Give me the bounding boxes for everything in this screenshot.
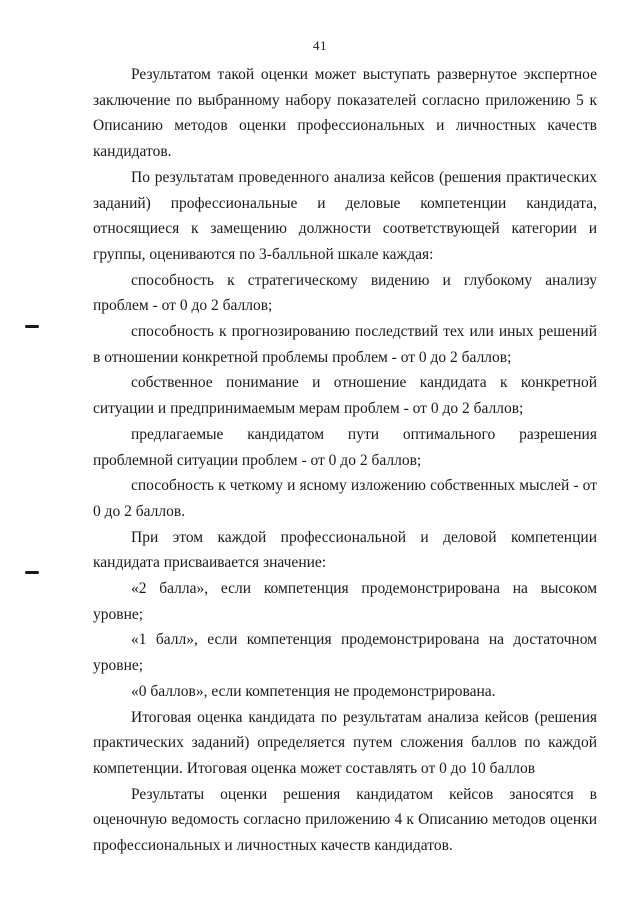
paragraph-case-analysis-intro: По результатам проведенного анализа кейсов (решения практических заданий) профессиональные и деловые компетенции кандидата, относящиеся к замещению должности соответствующей категории и группы, оцениваются по 3-балльной шкале каждая: [93, 168, 597, 263]
document-body [93, 62, 597, 859]
list-item-optimal-resolution: предлагаемые кандидатом пути оптимального разрешения проблемной ситуации проблем - от 0 до 2 баллов; [93, 425, 597, 469]
list-item-strategic-vision: способность к стратегическому видению и глубокому анализу проблем - от 0 до 2 баллов; [93, 271, 597, 315]
paragraph-result-summary: Результатом такой оценки может выступать развернутое экспертное заключение по выбранному набору показателей согласно приложению 5 к Описанию методов оценки профессиональных и личностных качеств кандидатов. [93, 66, 597, 161]
list-item-own-understanding: собственное понимание и отношение кандидата к конкретной ситуации и предпринимаемым мерам проблем - от 0 до 2 баллов; [93, 374, 597, 418]
score-item-2-points: «2 балла», если компетенция продемонстрирована на высоком уровне; [93, 580, 597, 623]
score-item-1-point: «1 балл», если компетенция продемонстрирована на достаточном уровне; [93, 631, 597, 675]
paragraph-final-score: Итоговая оценка кандидата по результатам анализа кейсов (решения практических заданий) определяется путем сложения баллов по каждой компетенции. Итоговая оценка может составлять от 0 до 10 баллов [93, 708, 597, 777]
margin-mark [25, 571, 39, 574]
margin-mark [25, 325, 39, 328]
list-item-forecasting: способность к прогнозированию последствий тех или иных решений в отношении конкретной проблемы проблем - от 0 до 2 баллов; [93, 323, 597, 366]
paragraph-results-recording: Результаты оценки решения кандидатом кейсов заносятся в оценочную ведомость согласно приложению 4 к Описанию методов оценки профессиональных и личностных качеств кандидатов. [93, 785, 597, 855]
paragraph-value-assignment: При этом каждой профессиональной и деловой компетенции кандидата присваивается значение: [93, 528, 597, 572]
score-item-0-points: «0 баллов», если компетенция не продемонстрирована. [131, 682, 496, 700]
page-number: 41 [313, 38, 327, 53]
list-item-clear-expression: способность к четкому и ясному изложению собственных мыслей - от 0 до 2 баллов. [93, 477, 597, 520]
